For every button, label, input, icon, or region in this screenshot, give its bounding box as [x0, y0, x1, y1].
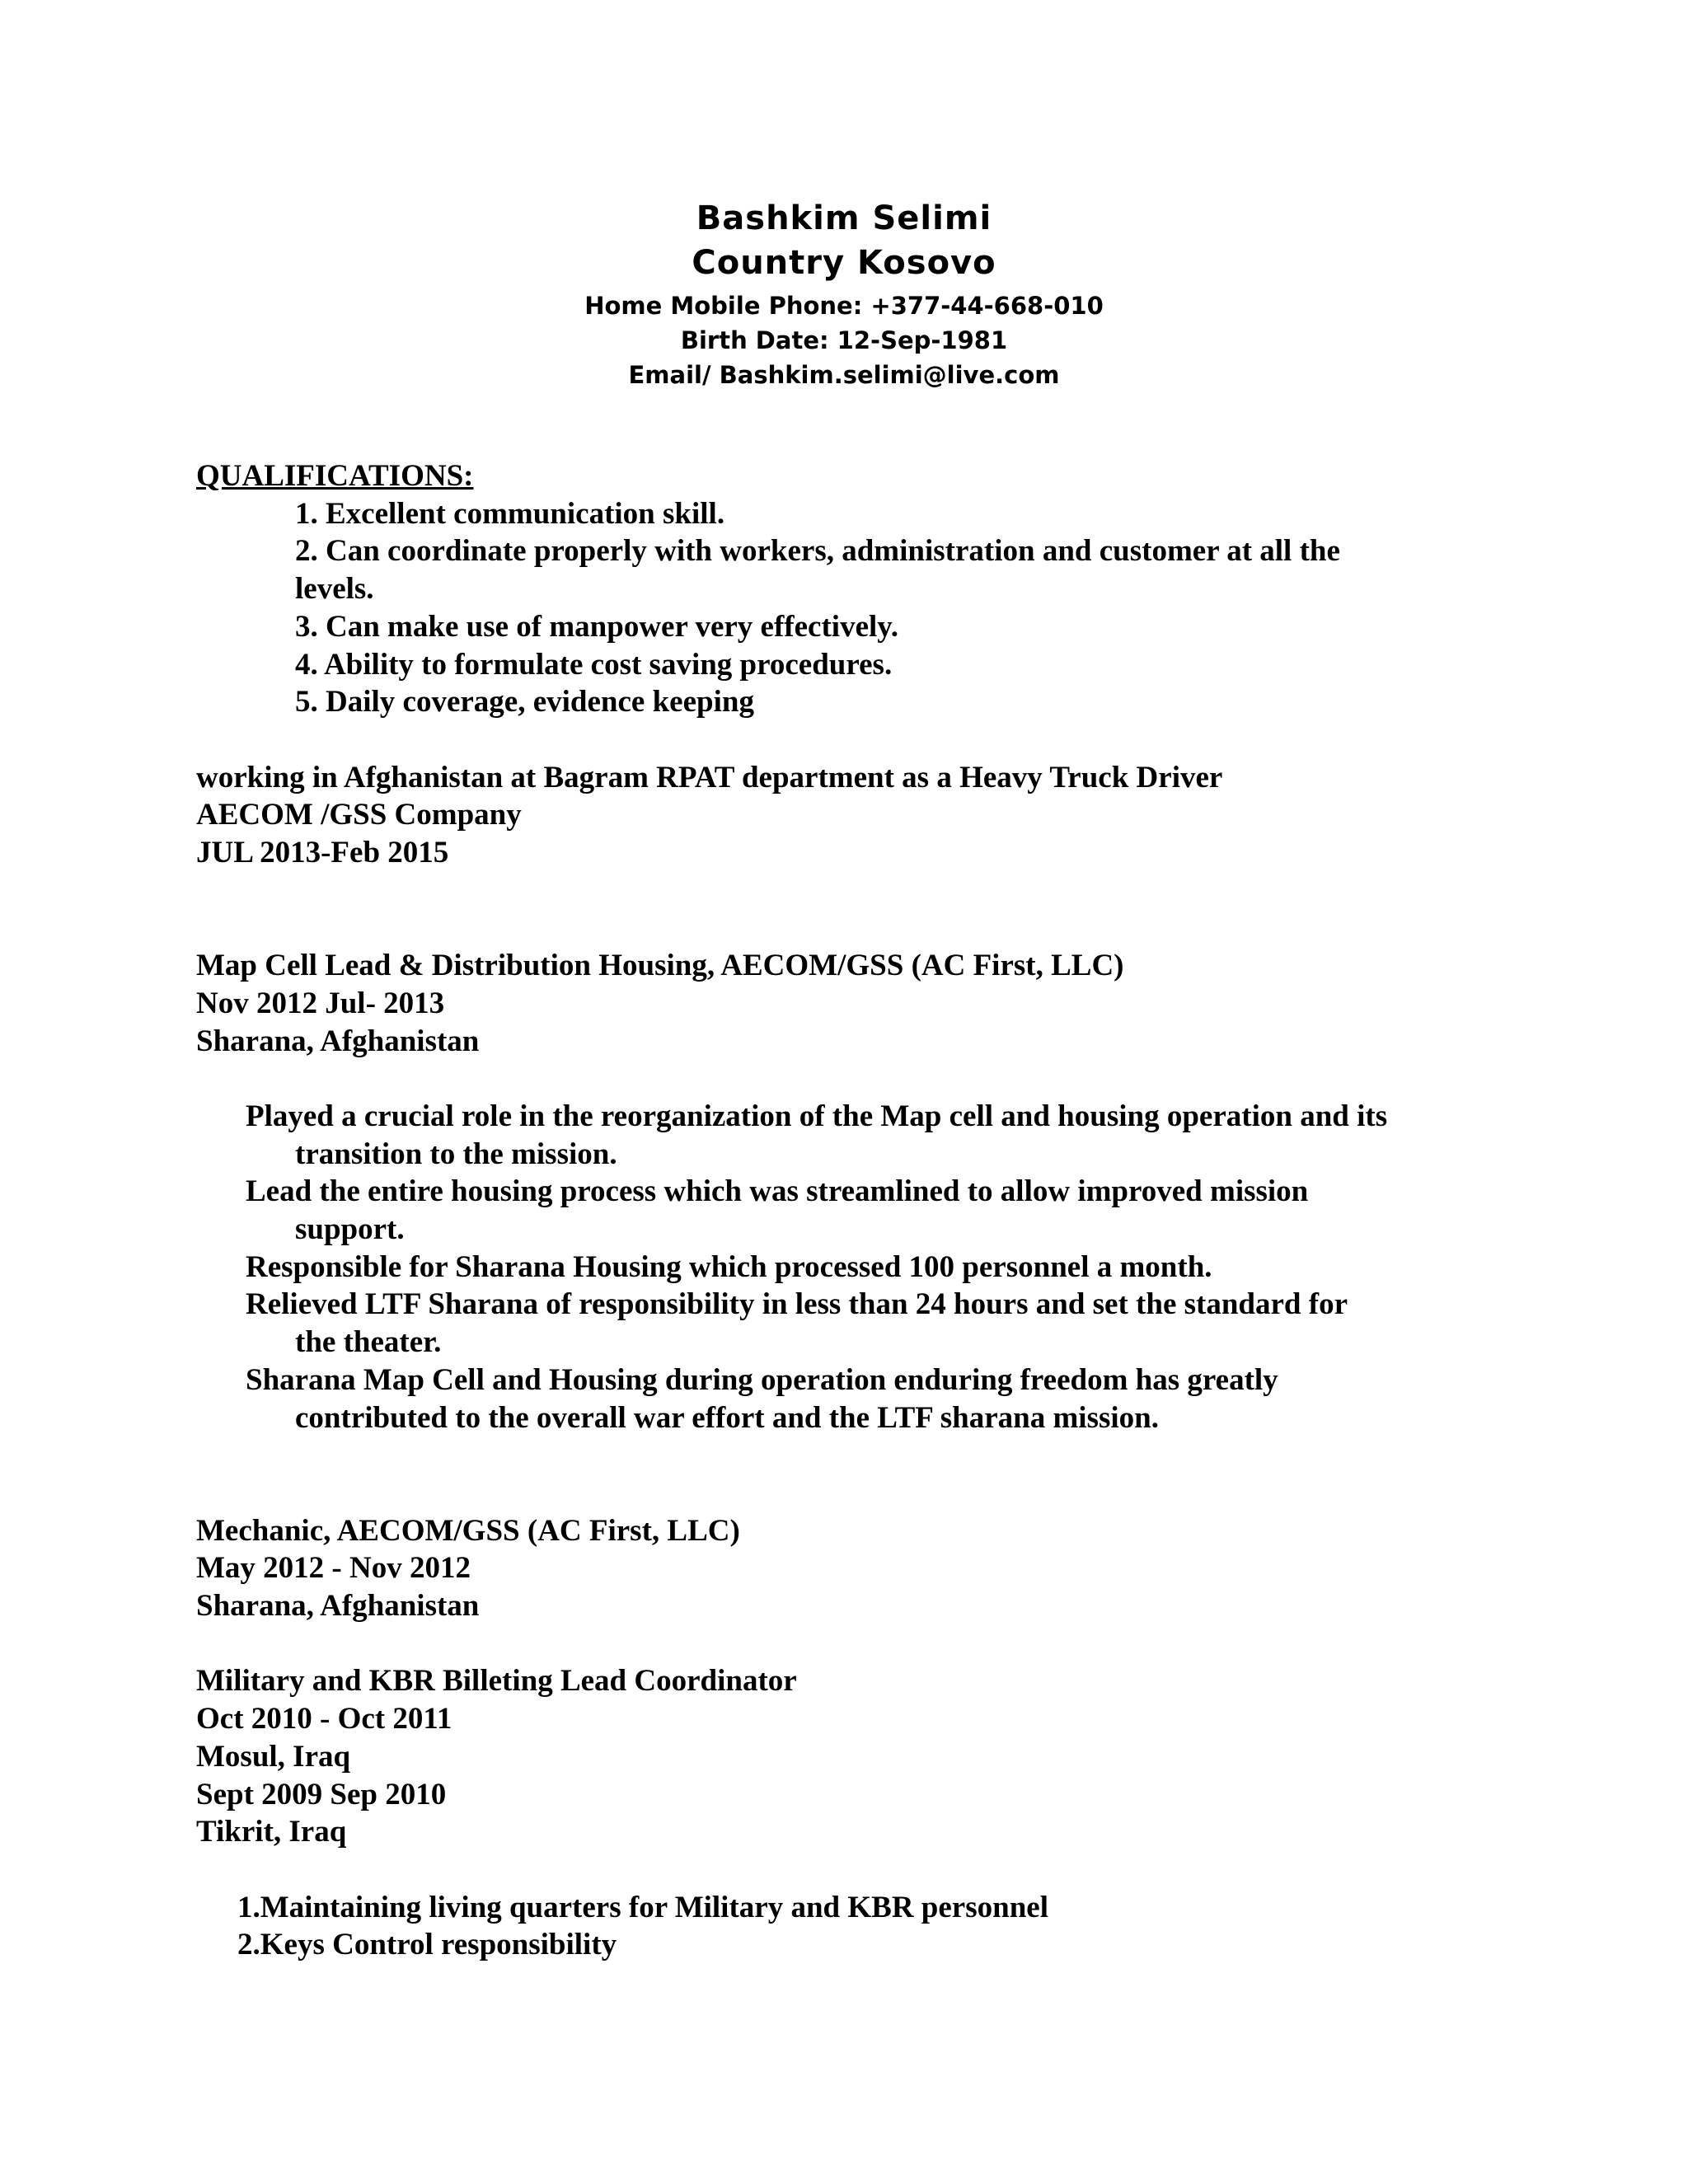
birth-date-line: Birth Date: 12-Sep-1981: [680, 326, 1008, 354]
job-rpat-section: [196, 759, 1498, 872]
job-bullet-continued: support.: [295, 1212, 405, 1247]
job-title: Mechanic, AECOM/GSS (AC First, LLC): [196, 1513, 740, 1548]
job-location: Mosul, Iraq: [196, 1739, 351, 1774]
job-company: AECOM /GSS Company: [196, 798, 522, 832]
job-bullet-continued: contributed to the overall war effort and the LTF sharana mission.: [295, 1400, 1159, 1435]
job-title: Map Cell Lead & Distribution Housing, AECOM/GSS (AC First, LLC): [196, 949, 1124, 983]
resume-header: [0, 196, 1688, 392]
job-item: 1.Maintaining living quarters for Military and KBR personnel: [237, 1890, 1048, 1924]
contact-info: [0, 288, 1688, 392]
job-dates: Nov 2012 Jul- 2013: [196, 986, 445, 1020]
qualification-item: 4. Ability to formulate cost saving procedures.: [295, 647, 893, 682]
job-dates: Sept 2009 Sep 2010: [196, 1777, 447, 1811]
resume-body: [196, 457, 1498, 1964]
job-bullet-continued: transition to the mission.: [295, 1137, 617, 1171]
job-location: Sharana, Afghanistan: [196, 1589, 480, 1624]
qualification-item: 5. Daily coverage, evidence keeping: [295, 685, 754, 719]
job-dates: Oct 2010 - Oct 2011: [196, 1702, 452, 1736]
job-bullet: Responsible for Sharana Housing which processed 100 personnel a month.: [246, 1249, 1212, 1284]
job-mechanic-section: [196, 1512, 1498, 1625]
job-bullet: Lead the entire housing process which was streamlined to allow improved mission: [246, 1174, 1309, 1209]
job-location: Tikrit, Iraq: [196, 1815, 347, 1849]
job-dates: May 2012 - Nov 2012: [196, 1551, 471, 1586]
job-title: Military and KBR Billeting Lead Coordinator: [196, 1664, 797, 1699]
job-bullet: Played a crucial role in the reorganization of the Map cell and housing operation and its: [246, 1099, 1388, 1133]
email-line: Email/ Bashkim.selimi@live.com: [628, 361, 1060, 389]
applicant-country: Country Kosovo: [692, 244, 996, 282]
qualification-item-continued: levels.: [295, 572, 374, 607]
qualifications-section: [196, 457, 1498, 721]
qualifications-heading: QUALIFICATIONS:: [196, 459, 474, 493]
job-billeting-section: [196, 1662, 1498, 1964]
job-dates: JUL 2013-Feb 2015: [196, 836, 449, 870]
phone-line: Home Mobile Phone: +377-44-668-010: [584, 292, 1104, 320]
applicant-name: Bashkim Selimi: [696, 199, 992, 237]
qualification-item: 2. Can coordinate properly with workers, administration and customer at all the: [295, 534, 1340, 569]
job-item: 2.Keys Control responsibility: [237, 1928, 617, 1962]
job-bullet: Relieved LTF Sharana of responsibility in less than 24 hours and set the standard for: [246, 1287, 1348, 1322]
job-location: Sharana, Afghanistan: [196, 1024, 480, 1058]
job-bullet: Sharana Map Cell and Housing during operation enduring freedom has greatly: [246, 1362, 1278, 1397]
qualification-item: 1. Excellent communication skill.: [295, 496, 725, 531]
qualification-item: 3. Can make use of manpower very effectively.: [295, 609, 898, 644]
job-bullet-continued: the theater.: [295, 1325, 442, 1360]
job-title: working in Afghanistan at Bagram RPAT department as a Heavy Truck Driver: [196, 760, 1223, 794]
job-mapcell-section: [196, 947, 1498, 1436]
